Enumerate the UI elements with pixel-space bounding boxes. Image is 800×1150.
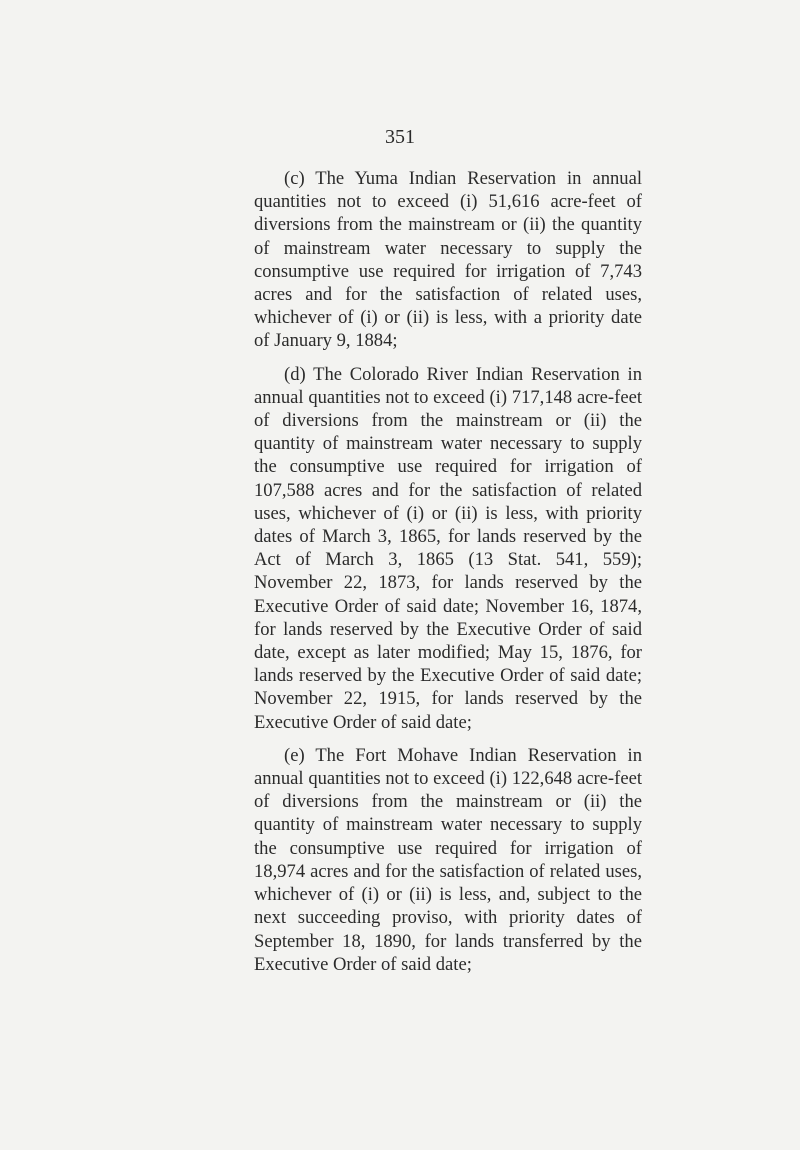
paragraph-e: (e) The Fort Mohave Indian Reservation in annual quantities not to exceed (i) 122,648 acre-feet of diversions from the mainstream or (ii) the quantity of mainstream water necessary to supply the consumptive use required for irrigation of 18,974 acres and for the satisfaction of related uses, whichever of (i) or (ii) is less, and, subject to the next succeeding proviso, with priority dates of September 18, 1890, for lands transferred by the Executive Order of said date; — [254, 744, 642, 975]
paragraph-c: (c) The Yuma Indian Reservation in annual quantities not to exceed (i) 51,616 acre-feet of diversions from the mainstream or (ii) the quantity of mainstream water necessary to supply the consumptive use required for irrigation of 7,743 acres and for the satisfaction of related uses, whichever of (i) or (ii) is less, with a priority date of January 9, 1884; — [254, 168, 642, 352]
paragraph-d: (d) The Colorado River Indian Reservation in annual quantities not to exceed (i) 717,148 acre-feet of diversions from the mainstream or (ii) the quantity of mainstream water necessary to supply the consumptive use required for irrigation of 107,588 acres and for the satisfaction of related uses, whichever of (i) or (ii) is less, with priority dates of March 3, 1865, for lands reserved by the Act of March 3, 1865 (13 Stat. 541, 559); November 22, 1873, for lands reserved by the Executive Order of said date; November 16, 1874, for lands reserved by the Executive Order of said date, except as later modified; May 15, 1876, for lands reserved by the Executive Order of said date; November 22, 1915, for lands reserved by the Executive Order of said date; — [254, 363, 642, 733]
body-text — [254, 167, 642, 986]
page-number: 351 — [385, 126, 415, 148]
